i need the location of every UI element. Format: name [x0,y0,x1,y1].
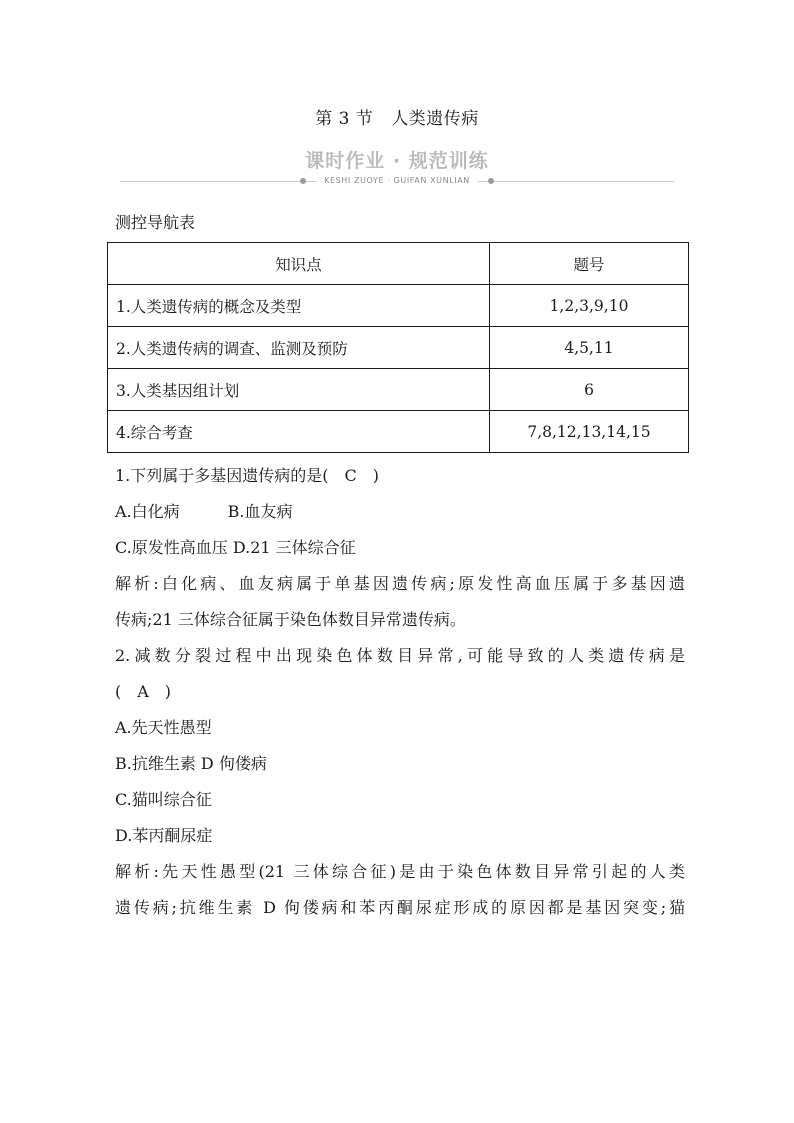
topic-cell: 2.人类遗传病的调查、监测及预防 [108,327,490,369]
section-number: 第 3 节 [315,109,374,129]
table-row [108,369,689,411]
q2-option-c: C.猫叫综合征 [115,790,212,809]
table-row [108,285,689,327]
q1-option-b: B.血友病 [227,502,293,521]
topic-cell: 1.人类遗传病的概念及类型 [108,285,490,327]
q1-option-a: A.白化病 [115,502,180,521]
banner-title: 课时作业 · 规范训练 [305,150,489,172]
nav-table [107,242,689,453]
banner-subtitle: KESHI ZUOYE · GUIFAN XUNLIAN [316,176,478,185]
topic-cell: 4.综合考查 [108,411,490,453]
exercise-banner [0,146,794,185]
q1-options-ab [115,494,685,530]
numbers-cell: 1,2,3,9,10 [490,285,689,327]
q1-stem: 1.下列属于多基因遗传病的是( C ) [115,466,379,485]
section-name: 人类遗传病 [391,109,479,129]
q1-analysis-line: 解析:白化病、血友病属于单基因遗传病;原发性高血压属于多基因遗 [115,574,685,593]
section-title [0,104,794,129]
column-header-topic: 知识点 [108,243,490,285]
questions-body [115,458,685,926]
q2-option-b: B.抗维生素 D 佝偻病 [115,754,267,773]
q1-analysis-line: 传病;21 三体综合征属于染色体数目异常遗传病。 [115,610,466,629]
table-header-row [108,243,689,285]
banner-subtitle-wrap [0,176,794,185]
q2-option-a: A.先天性愚型 [115,718,212,737]
q2-option-d: D.苯丙酮尿症 [115,826,213,845]
q2-stem: 2.减数分裂过程中出现染色体数目异常,可能导致的人类遗传病是 [115,646,685,665]
table-row [108,327,689,369]
table-row [108,411,689,453]
q2-analysis-line: 解析:先天性愚型(21 三体综合征)是由于染色体数目异常引起的人类 [115,862,685,881]
numbers-cell: 6 [490,369,689,411]
topic-cell: 3.人类基因组计划 [108,369,490,411]
banner-dot-right-icon [488,178,494,184]
nav-table-label: 测控导航表 [115,213,196,232]
numbers-cell: 7,8,12,13,14,15 [490,411,689,453]
q2-analysis-line: 遗传病;抗维生素 D 佝偻病和苯丙酮尿症形成的原因都是基因突变;猫 [115,898,685,917]
numbers-cell: 4,5,11 [490,327,689,369]
q2-answer-bracket: ( A ) [115,682,172,701]
q1-options-cd: C.原发性高血压 D.21 三体综合征 [115,538,356,557]
banner-dot-left-icon [300,178,306,184]
column-header-numbers: 题号 [490,243,689,285]
